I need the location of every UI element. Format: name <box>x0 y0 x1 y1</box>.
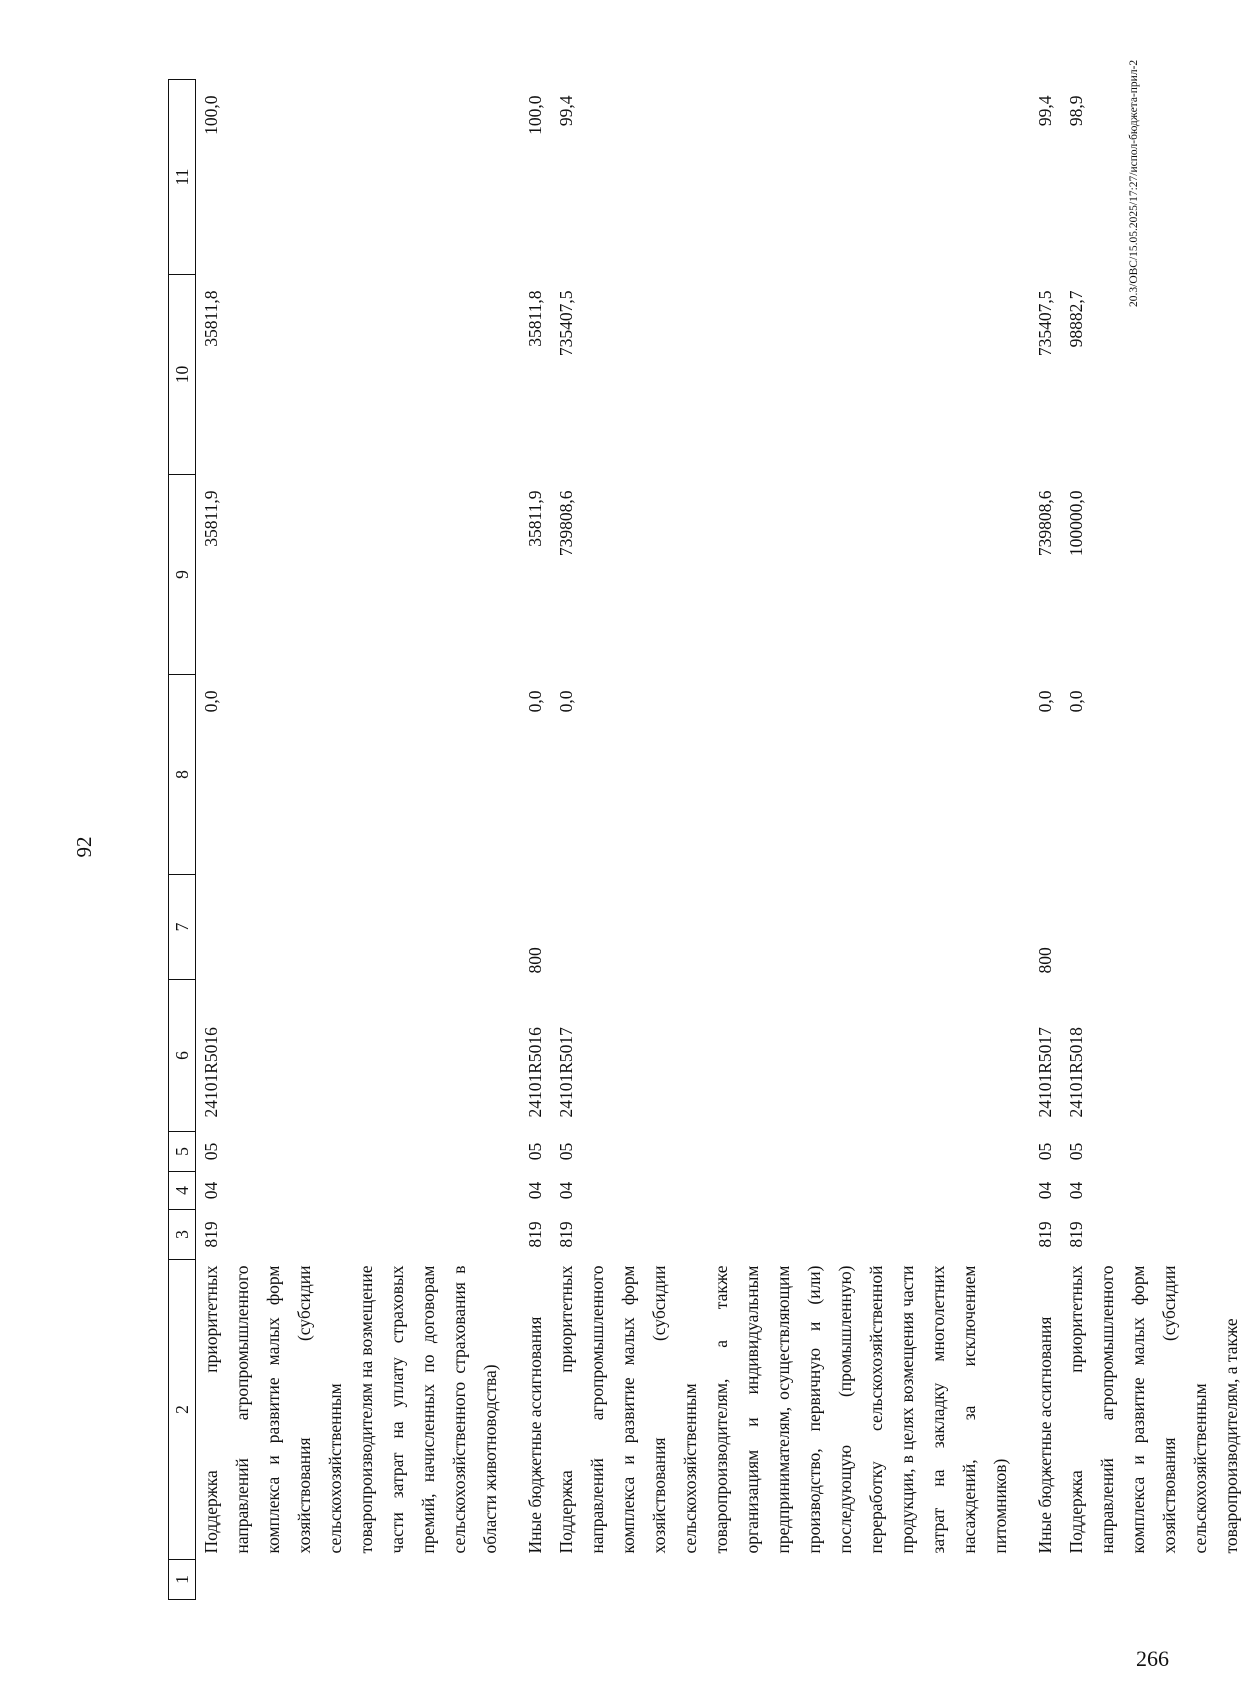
header-col-4: 4 <box>169 1172 196 1210</box>
sheet-number: 266 <box>1136 1646 1169 1671</box>
header-col-3: 3 <box>169 1210 196 1260</box>
cell-amount-col8: 0,0 <box>1035 690 1055 713</box>
cell-target-article: 24101R5016 <box>201 1027 221 1118</box>
cell-amount-col9: 100000,0 <box>1066 490 1086 557</box>
table-row <box>506 80 551 1600</box>
header-col-6: 6 <box>169 980 196 1132</box>
cell-description: Поддержка приоритетных направлений агропромышленного комплекса и развитие малых форм хозяйствования (субсидии сельскохозяйственным товаропроизводителям на возмещение части затрат на уплату страховых премий, начисленных по договорам сельскохозяйственного страхования в области животноводства) <box>201 1265 500 1554</box>
cell-section-code: 04 <box>556 1181 576 1200</box>
cell-col1 <box>551 1560 1016 1600</box>
cell-percent-col11: 99,4 <box>1035 95 1055 127</box>
cell-description: Иные бюджетные ассигнования <box>1035 1316 1055 1554</box>
header-col-9: 9 <box>169 475 196 675</box>
cell-expense-type <box>551 875 1016 980</box>
cell-subsection-code: 05 <box>201 1142 221 1161</box>
cell-percent-col11: 100,0 <box>525 95 545 135</box>
cell-subsection-code: 05 <box>1035 1142 1055 1161</box>
cell-subsection-code: 05 <box>1066 1142 1086 1161</box>
cell-description: Поддержка приоритетных направлений агропромышленного комплекса и развитие малых форм хозяйствования (субсидии сельскохозяйственным товаропроизводителям, а также <box>1066 1265 1241 1554</box>
cell-col1 <box>196 1560 507 1600</box>
cell-amount-col9: 739808,6 <box>556 490 576 557</box>
cell-percent-col11: 98,9 <box>1066 95 1086 127</box>
cell-target-article: 24101R5017 <box>1035 1027 1055 1118</box>
cell-subsection-code: 05 <box>556 1142 576 1161</box>
cell-description: Поддержка приоритетных направлений агропромышленного комплекса и развитие малых форм хозяйствования (субсидии сельскохозяйственным товаропроизводителям, а также организациям и индивидуальным предпринимателям, осуществляющим производство, первичную и (или) последующую (промышленную) переработку сельскохозяйственной продукции, в целях возмещения части затрат на закладку многолетних насаждений, за исключением питомников) <box>556 1265 1010 1554</box>
cell-chapter-code: 819 <box>556 1221 576 1248</box>
cell-col1 <box>1016 1560 1061 1600</box>
cell-amount-col10: 98882,7 <box>1066 290 1086 348</box>
header-col-11: 11 <box>169 80 196 275</box>
cell-expense-type: 800 <box>525 947 545 974</box>
cell-expense-type: 800 <box>1035 947 1055 974</box>
cell-amount-col9: 35811,9 <box>525 490 545 547</box>
cell-expense-type <box>1061 875 1247 980</box>
cell-description: Иные бюджетные ассигнования <box>525 1316 545 1554</box>
cell-target-article: 24101R5016 <box>525 1027 545 1118</box>
cell-target-article: 24101R5017 <box>556 1027 576 1118</box>
cell-percent-col11: 99,4 <box>556 95 576 127</box>
cell-amount-col10: 35811,8 <box>201 290 221 347</box>
cell-subsection-code: 05 <box>525 1142 545 1161</box>
cell-expense-type <box>196 875 507 980</box>
cell-amount-col9: 739808,6 <box>1035 490 1055 557</box>
header-col-5: 5 <box>169 1132 196 1172</box>
cell-section-code: 04 <box>1035 1181 1055 1200</box>
cell-section-code: 04 <box>525 1181 545 1200</box>
cell-section-code: 04 <box>201 1181 221 1200</box>
cell-amount-col8: 0,0 <box>556 690 576 713</box>
cell-amount-col9: 35811,9 <box>201 490 221 547</box>
header-col-1: 1 <box>169 1560 196 1600</box>
header-col-10: 10 <box>169 275 196 475</box>
cell-col1 <box>1061 1560 1247 1600</box>
table-row <box>551 80 1016 1600</box>
header-col-8: 8 <box>169 675 196 875</box>
cell-target-article: 24101R5018 <box>1066 1027 1086 1118</box>
budget-table <box>168 79 1247 1600</box>
cell-col1 <box>506 1560 551 1600</box>
header-col-2: 2 <box>169 1260 196 1560</box>
cell-chapter-code: 819 <box>201 1221 221 1248</box>
table-row <box>1061 80 1247 1600</box>
cell-section-code: 04 <box>1066 1181 1086 1200</box>
header-row <box>169 80 196 1600</box>
cell-chapter-code: 819 <box>525 1221 545 1248</box>
cell-amount-col10: 735407,5 <box>1035 290 1055 357</box>
cell-chapter-code: 819 <box>1035 1221 1055 1248</box>
cell-amount-col8: 0,0 <box>201 690 221 713</box>
cell-amount-col10: 735407,5 <box>556 290 576 357</box>
page-number: 92 <box>72 836 96 858</box>
cell-amount-col10: 35811,8 <box>525 290 545 347</box>
cell-amount-col8: 0,0 <box>525 690 545 713</box>
header-col-7: 7 <box>169 875 196 980</box>
table-row <box>1016 80 1061 1600</box>
document-stamp: 20.3/ОВС/15.05.2025/17:27/испол-бюджета-прил-2 <box>1128 59 1140 307</box>
table-row <box>196 80 507 1600</box>
cell-amount-col8: 0,0 <box>1066 690 1086 713</box>
cell-chapter-code: 819 <box>1066 1221 1086 1248</box>
cell-percent-col11: 100,0 <box>201 95 221 135</box>
